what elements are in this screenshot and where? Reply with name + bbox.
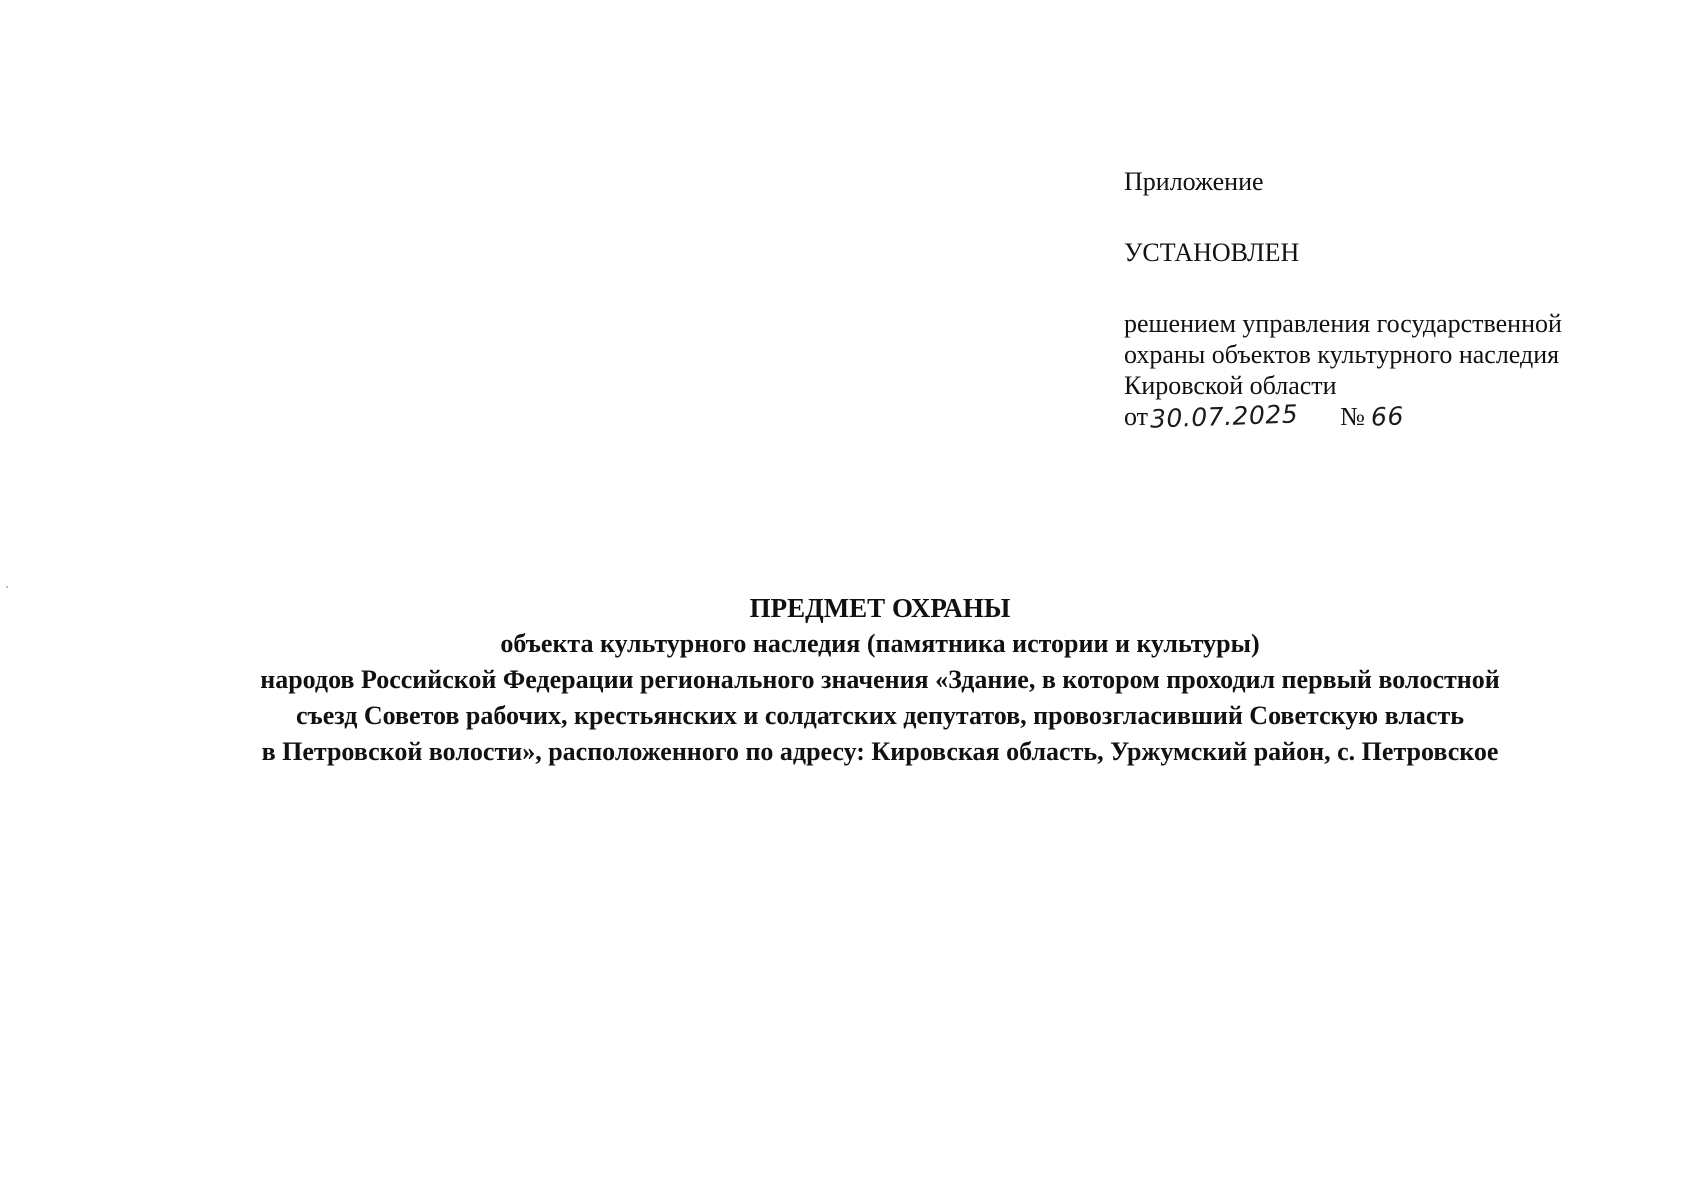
heading-line: в Петровской волости», расположенного по адресу: Кировская область, Уржумский район, с. Петровское: [261, 737, 1499, 766]
approval-status: УСТАНОВЛЕН: [1124, 238, 1300, 267]
heading-line: народов Российской Федерации регионального значения «Здание, в котором проходил первый волостной: [260, 665, 1500, 694]
handwritten-number: 66: [1370, 401, 1405, 432]
date-prefix: от: [1124, 402, 1149, 431]
handwritten-date: 30.07.2025: [1149, 399, 1299, 434]
approval-line: решением управления государственной: [1124, 309, 1562, 338]
appendix-label: Приложение: [1124, 167, 1264, 196]
heading-line: объекта культурного наследия (памятника истории и культуры): [500, 629, 1260, 658]
approval-authority: [1124, 308, 1644, 432]
approval-line: охраны объектов культурного наследия: [1124, 340, 1560, 369]
scan-speck: [6, 586, 8, 588]
appendix-block: [1124, 166, 1644, 432]
document-title: ПРЕДМЕТ ОХРАНЫ: [749, 593, 1011, 623]
document-heading: [180, 590, 1580, 770]
heading-line: съезд Советов рабочих, крестьянских и солдатских депутатов, провозгласивший Советскую власть: [296, 701, 1464, 730]
approval-line: Кировской области: [1124, 371, 1337, 400]
number-label: №: [1340, 402, 1365, 431]
date-number-line: [1124, 401, 1644, 432]
